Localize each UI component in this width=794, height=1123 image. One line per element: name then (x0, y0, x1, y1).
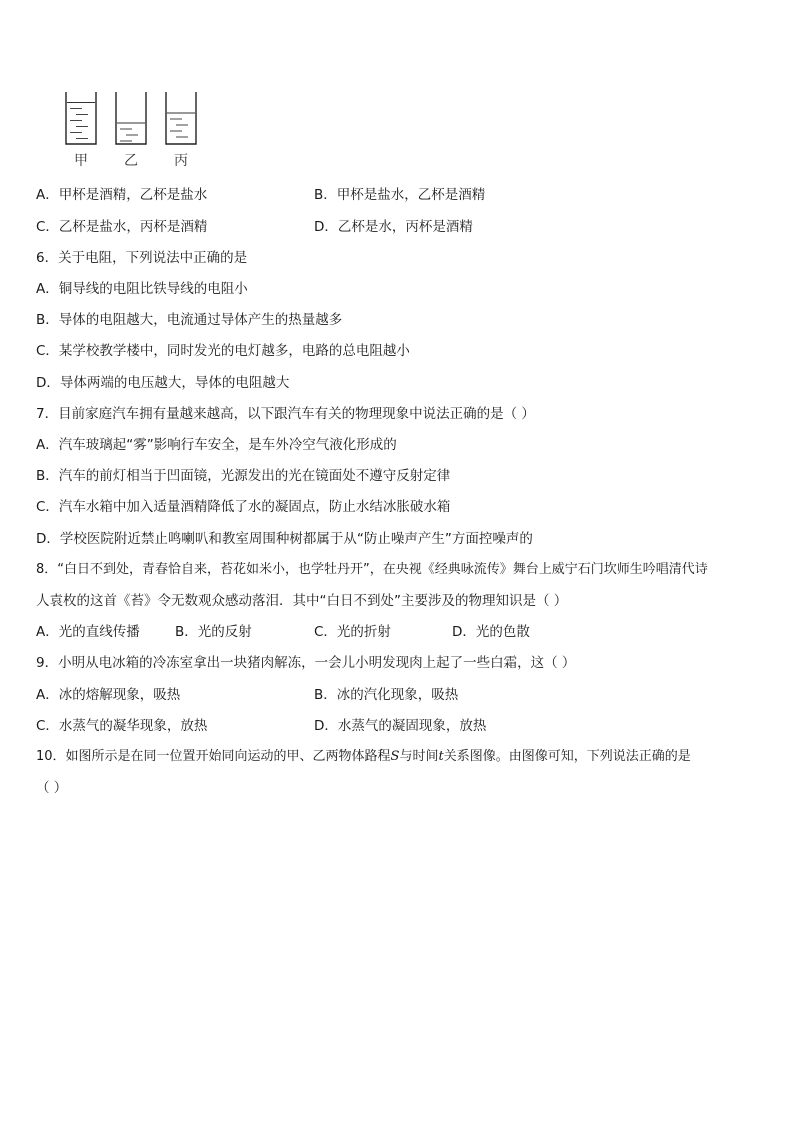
q10-var-s: S (390, 749, 400, 764)
beaker-yi (116, 92, 146, 144)
q9-stem: 9．小明从电冰箱的冷冻室拿出一块猪肉解冻，一会儿小明发现肉上起了一些白霜，这（ ） (36, 655, 576, 671)
q10-var-t: t (438, 749, 444, 764)
q6-option-b: B．导体的电阻越大，电流通过导体产生的热量越多 (36, 312, 343, 328)
beaker-bing (166, 92, 196, 144)
q6-stem: 6．关于电阻，下列说法中正确的是 (36, 250, 248, 266)
q10-stem-post: 关系图像。由图像可知，下列说法正确的是 (443, 749, 691, 764)
q6-option-d: D．导体两端的电压越大，导体的电阻越大 (36, 375, 290, 391)
q8-option-d: D．光的色散 (452, 624, 530, 640)
q8-option-c: C．光的折射 (314, 624, 391, 640)
cup-label-yi: 乙 (124, 153, 138, 169)
q8-option-a: A．光的直线传播 (36, 624, 140, 640)
q6-option-c: C．某学校教学楼中，同时发光的电灯越多，电路的总电阻越小 (36, 343, 410, 359)
q10-stem-pre: 10．如图所示是在同一位置开始同向运动的甲、乙两物体路程 (36, 749, 391, 764)
q7-option-c: C．汽车水箱中加入适量酒精降低了水的凝固点，防止水结冰胀破水箱 (36, 499, 451, 515)
beaker-wall-jia (66, 92, 96, 144)
q9-option-b: B．冰的汽化现象，吸热 (314, 687, 459, 703)
q5-option-b: B．甲杯是盐水，乙杯是酒精 (314, 187, 486, 203)
beakers-drawing (60, 88, 210, 152)
q7-option-b: B．汽车的前灯相当于凹面镜，光源发出的光在镜面处不遵守反射定律 (36, 468, 451, 484)
beaker-jia (66, 92, 96, 144)
q8-option-b: B．光的反射 (175, 624, 252, 640)
q9-option-d: D．水蒸气的凝固现象，放热 (314, 718, 487, 734)
q9-option-c: C．水蒸气的凝华现象，放热 (36, 718, 208, 734)
q8-stem-line1: 8．“白日不到处，青春恰自来，苔花如米小，也学牡丹开”，在央视《经典咏流传》舞台上威宁石门坎师生吟唱清代诗 (36, 562, 708, 577)
cup-label-jia: 甲 (74, 153, 88, 169)
q5-option-d: D．乙杯是水，丙杯是酒精 (314, 219, 473, 235)
q9-option-a: A．冰的熔解现象，吸热 (36, 687, 181, 703)
beaker-wall-bing (166, 92, 196, 144)
q10-stem-line2: （ ） (36, 780, 68, 796)
q6-option-a: A．铜导线的电阻比铁导线的电阻小 (36, 281, 248, 297)
q7-stem: 7．目前家庭汽车拥有量越来越高，以下跟汽车有关的物理现象中说法正确的是（ ） (36, 406, 535, 422)
cup-label-bing: 丙 (174, 153, 188, 169)
beaker-wall-yi (116, 92, 146, 144)
q10-stem-line1 (36, 748, 691, 766)
q7-option-a: A．汽车玻璃起“雾”影响行车安全，是车外冷空气液化形成的 (36, 437, 397, 453)
q5-option-c: C．乙杯是盐水，丙杯是酒精 (36, 219, 208, 235)
q10-stem-mid: 与时间 (399, 749, 439, 764)
q7-option-d: D．学校医院附近禁止鸣喇叭和教室周围种树都属于从“防止噪声产生”方面控噪声的 (36, 531, 533, 547)
beakers-figure (60, 88, 210, 172)
q5-option-a: A．甲杯是酒精，乙杯是盐水 (36, 187, 208, 203)
q8-stem-line2: 人袁枚的这首《苔》令无数观众感动落泪．其中“白日不到处”主要涉及的物理知识是（ ） (36, 593, 568, 609)
